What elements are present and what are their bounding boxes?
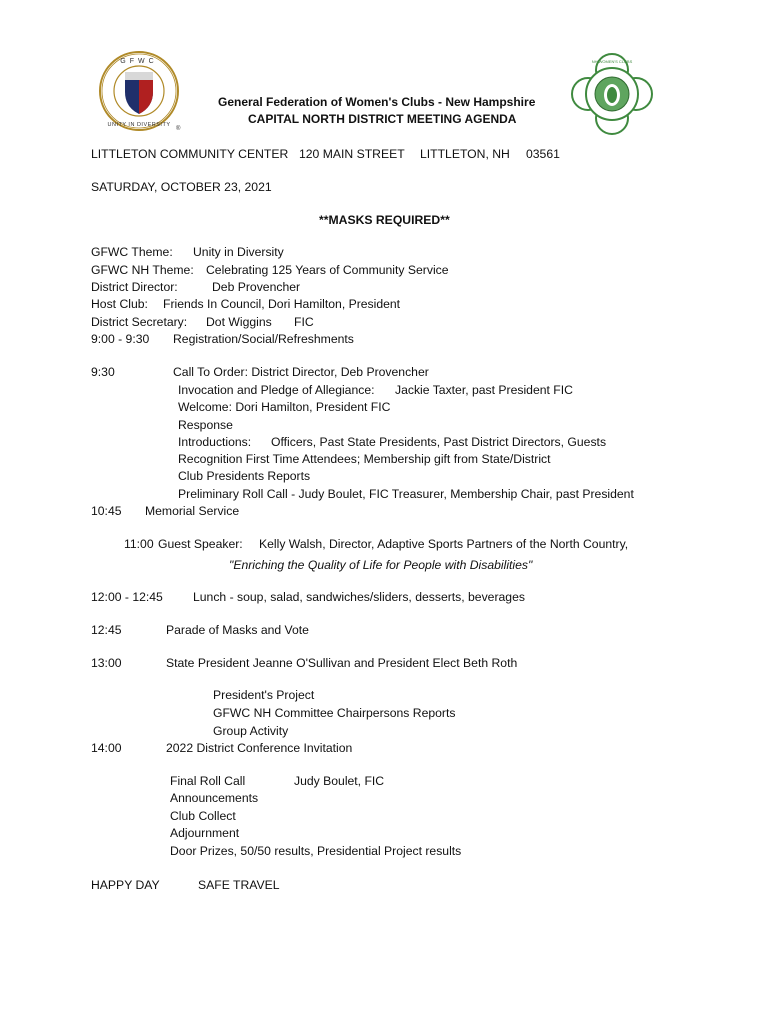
presidents-project: President's Project xyxy=(213,688,315,702)
preliminary-roll-call: Preliminary Roll Call - Judy Boulet, FIC Treasurer, Membership Chair, past President xyxy=(178,487,634,501)
final-roll-call-value: Judy Boulet, FIC xyxy=(294,774,385,788)
door-prizes: Door Prizes, 50/50 results, Presidential Project results xyxy=(170,844,462,858)
time-1045: 10:45 xyxy=(91,504,122,518)
theme-value: Unity in Diversity xyxy=(193,245,284,259)
group-activity: Group Activity xyxy=(213,724,289,738)
parade-text: Parade of Masks and Vote xyxy=(166,623,309,637)
secretary-label: District Secretary: xyxy=(91,315,188,329)
host-club-value: Friends In Council, Dori Hamilton, President xyxy=(163,297,401,311)
invocation-label: Invocation and Pledge of Allegiance: xyxy=(178,383,375,397)
theme-label: GFWC Theme: xyxy=(91,245,173,259)
footer-safe-travel: SAFE TRAVEL xyxy=(198,878,280,892)
parade-time: 12:45 xyxy=(91,623,122,637)
adjournment: Adjournment xyxy=(170,826,240,840)
lunch-text: Lunch - soup, salad, sandwiches/sliders, desserts, beverages xyxy=(193,590,525,604)
conference-text: 2022 District Conference Invitation xyxy=(166,741,353,755)
time-930: 9:30 xyxy=(91,365,115,379)
director-label: District Director: xyxy=(91,280,178,294)
city-state: LITTLETON, NH xyxy=(420,147,510,161)
registration-time: 9:00 - 9:30 xyxy=(91,332,150,346)
call-to-order: Call To Order: District Director, Deb Provencher xyxy=(173,365,429,379)
speaker-topic: "Enriching the Quality of Life for People with Disabilities" xyxy=(229,558,533,572)
response: Response xyxy=(178,418,233,432)
introductions-value: Officers, Past State Presidents, Past District Directors, Guests xyxy=(271,435,607,449)
gfwc-motto: UNITY IN DIVERSITY xyxy=(107,122,171,128)
venue-name: LITTLETON COMMUNITY CENTER xyxy=(91,147,289,161)
state-president-time: 13:00 xyxy=(91,656,122,670)
introductions-label: Introductions: xyxy=(178,435,252,449)
header-title: General Federation of Women's Clubs - New Hampshire xyxy=(218,95,536,109)
nh-federation-logo xyxy=(570,53,654,135)
director-value: Deb Provencher xyxy=(212,280,301,294)
zip-code: 03561 xyxy=(526,147,560,161)
registered-mark: ® xyxy=(176,126,181,132)
guest-speaker-value: Kelly Walsh, Director, Adaptive Sports Partners of the North Country, xyxy=(259,537,629,551)
memorial-service: Memorial Service xyxy=(145,504,240,518)
state-president-text: State President Jeanne O'Sullivan and President Elect Beth Roth xyxy=(166,656,518,670)
nh-theme-value: Celebrating 125 Years of Community Service xyxy=(206,263,449,277)
nh-theme-label: GFWC NH Theme: xyxy=(91,263,194,277)
gfwc-logo xyxy=(96,50,186,132)
guest-speaker-label: Guest Speaker: xyxy=(158,537,243,551)
street-address: 120 MAIN STREET xyxy=(299,147,405,161)
gfwc-ring-text: GFWC xyxy=(120,58,158,65)
final-roll-call-label: Final Roll Call xyxy=(170,774,246,788)
secretary-value: Dot Wiggins xyxy=(206,315,272,329)
lunch-time: 12:00 - 12:45 xyxy=(91,590,163,604)
meeting-date: SATURDAY, OCTOBER 23, 2021 xyxy=(91,180,272,194)
conference-time: 14:00 xyxy=(91,741,122,755)
nh-ring-text: NH WOMEN'S CLUBS xyxy=(591,59,633,64)
club-collect: Club Collect xyxy=(170,809,236,823)
registration-text: Registration/Social/Refreshments xyxy=(173,332,354,346)
welcome: Welcome: Dori Hamilton, President FIC xyxy=(178,400,391,414)
recognition: Recognition First Time Attendees; Membership gift from State/District xyxy=(178,452,551,466)
invocation-value: Jackie Taxter, past President FIC xyxy=(395,383,573,397)
footer-happy-day: HAPPY DAY xyxy=(91,878,160,892)
secretary-club: FIC xyxy=(294,315,314,329)
announcements: Announcements xyxy=(170,791,259,805)
club-presidents-reports: Club Presidents Reports xyxy=(178,469,311,483)
committee-reports: GFWC NH Committee Chairpersons Reports xyxy=(213,706,456,720)
header-subtitle: CAPITAL NORTH DISTRICT MEETING AGENDA xyxy=(248,112,517,126)
masks-notice: **MASKS REQUIRED** xyxy=(319,213,450,227)
host-club-label: Host Club: xyxy=(91,297,148,311)
time-1100: 11:00 xyxy=(124,537,154,551)
